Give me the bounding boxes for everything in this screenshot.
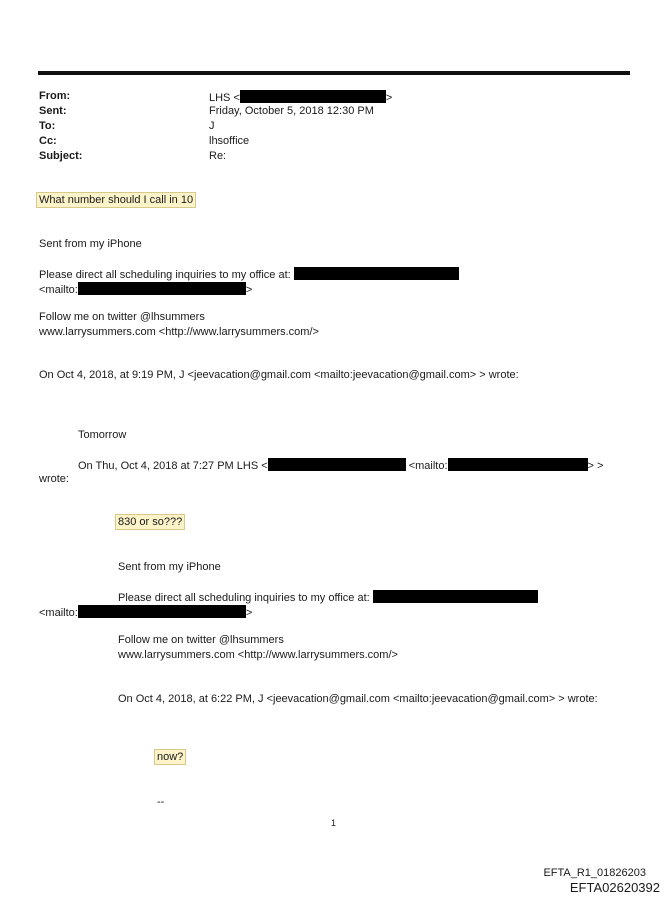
footer-id-1: EFTA_R1_01826203 <box>543 867 646 879</box>
redaction-box <box>294 267 459 280</box>
signature-dashes: -- <box>157 796 165 808</box>
redaction-box <box>448 458 588 471</box>
to-value: J <box>209 120 215 132</box>
redaction-box <box>373 590 538 603</box>
subject-value: Re: <box>209 150 227 162</box>
quote-header-2 <box>78 458 603 472</box>
mailto-line <box>39 282 252 296</box>
redaction-box <box>268 458 406 471</box>
reply-tomorrow: Tomorrow <box>78 429 127 441</box>
twitter-line: Follow me on twitter @lhsummers <box>39 311 205 323</box>
quote-header-3: On Oct 4, 2018, at 6:22 PM, J <jeevacation@gmail.com <mailto:jeevacation@gmail.com> > wrote: <box>118 693 598 705</box>
mailto-close: > <box>245 607 253 619</box>
twitter-line: Follow me on twitter @lhsummers <box>118 634 284 646</box>
from-label: From: <box>39 90 71 102</box>
quote2-mid: <mailto: <box>408 460 448 472</box>
scheduling-text: Please direct all scheduling inquiries to my office at: <box>39 269 291 281</box>
signature-iphone: Sent from my iPhone <box>118 561 221 573</box>
website-line: www.larrysummers.com <http://www.larrysummers.com/> <box>118 649 398 661</box>
quote-header-1: On Oct 4, 2018, at 9:19 PM, J <jeevacation@gmail.com <mailto:jeevacation@gmail.com> > wrote: <box>39 369 519 381</box>
quote2-wrote: wrote: <box>39 473 69 485</box>
website-line: www.larrysummers.com <http://www.larrysummers.com/> <box>39 326 319 338</box>
from-name: LHS < <box>209 92 240 104</box>
scheduling-line <box>118 590 538 604</box>
mailto-close: > <box>245 284 253 296</box>
scheduling-line <box>39 267 459 281</box>
cc-value: lhsoffice <box>209 135 250 147</box>
from-value <box>209 90 392 104</box>
redaction-box <box>240 90 386 103</box>
scheduling-text: Please direct all scheduling inquiries to my office at: <box>118 592 370 604</box>
header-rule <box>38 71 630 75</box>
redaction-box <box>78 282 246 295</box>
quote2-end: > > <box>587 460 604 472</box>
redaction-box <box>78 605 246 618</box>
sent-value: Friday, October 5, 2018 12:30 PM <box>209 105 374 117</box>
mailto-open: <mailto: <box>39 284 78 296</box>
page-number: 1 <box>331 818 337 828</box>
quote2-start: On Thu, Oct 4, 2018 at 7:27 PM LHS < <box>78 460 268 472</box>
highlighted-message: 830 or so??? <box>115 514 185 530</box>
to-label: To: <box>39 120 56 132</box>
sent-label: Sent: <box>39 105 67 117</box>
from-end: > <box>385 92 393 104</box>
signature-iphone: Sent from my iPhone <box>39 238 142 250</box>
mailto-open: <mailto: <box>39 607 78 619</box>
highlighted-message: What number should I call in 10 <box>36 192 196 208</box>
footer-id-2: EFTA02620392 <box>569 880 660 895</box>
highlighted-message: now? <box>154 749 186 765</box>
cc-label: Cc: <box>39 135 57 147</box>
mailto-line <box>39 605 252 619</box>
subject-label: Subject: <box>39 150 83 162</box>
